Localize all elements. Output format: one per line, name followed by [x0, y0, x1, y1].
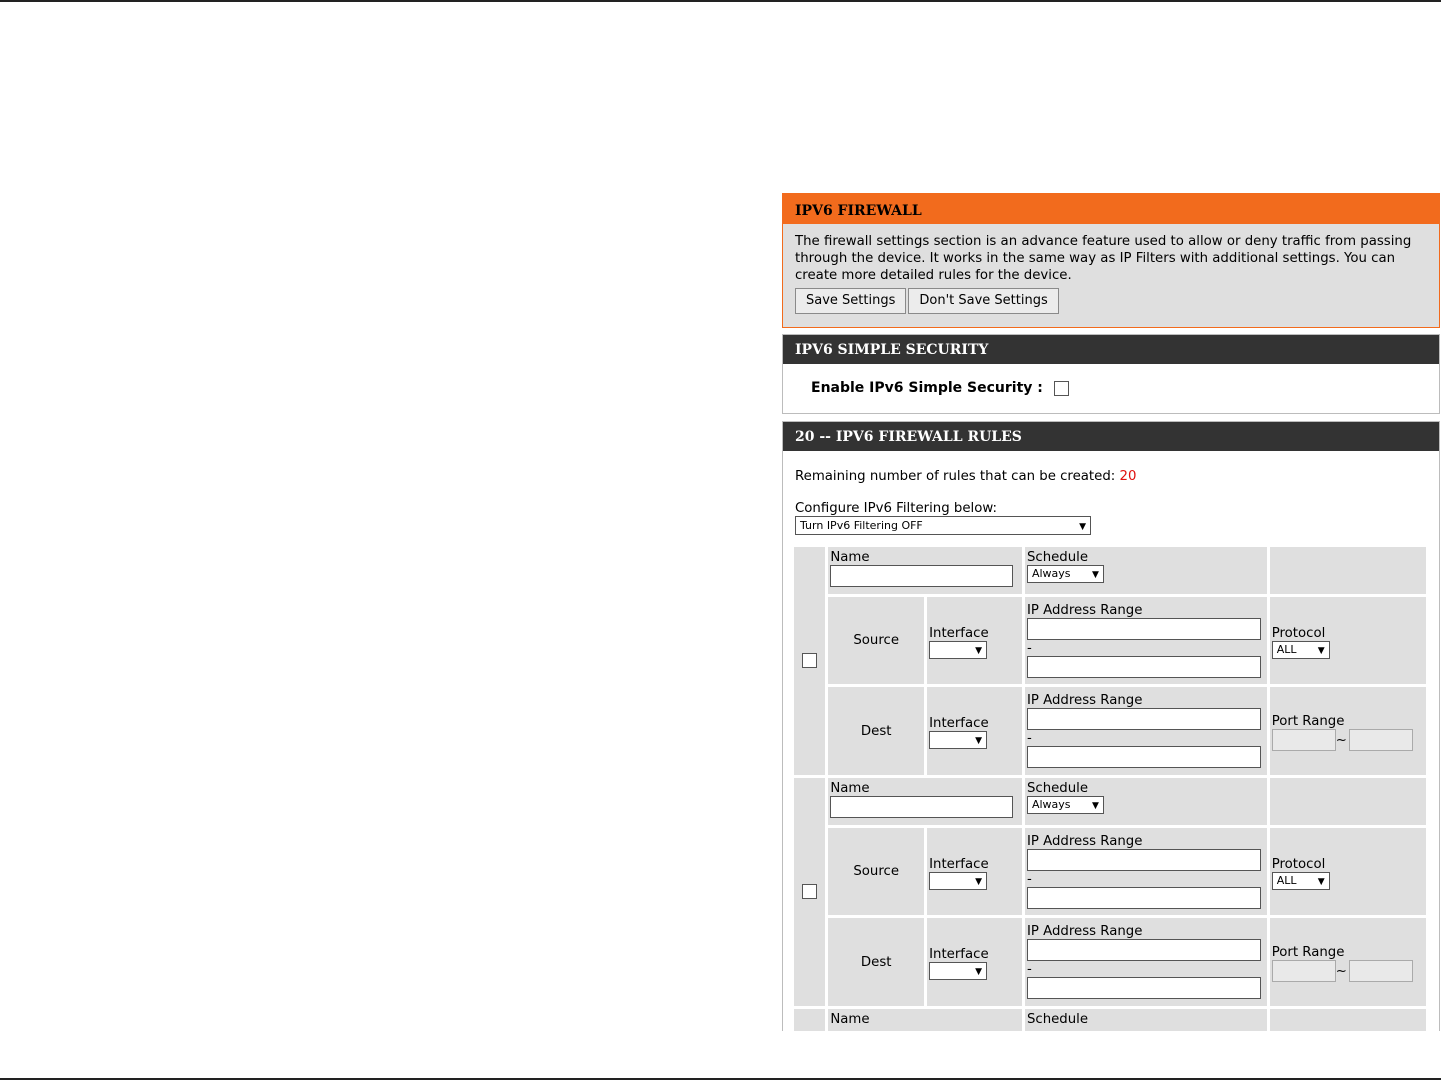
rule-2-source-ip-start-input[interactable]: [1027, 849, 1261, 871]
rule-schedule-label: Schedule: [1026, 1012, 1089, 1027]
rule-1-dest-ip-end-input[interactable]: [1027, 746, 1261, 768]
rule-2-dest-ip-start-input[interactable]: [1027, 939, 1261, 961]
firewall-description: The firewall settings section is an advance feature used to allow or deny traffic from passing through the device. It works in the same way as IP Filters with additional settings. You can create more detailed rules for the device.: [795, 234, 1412, 283]
rule-1-source-ip-start-input[interactable]: [1027, 618, 1261, 640]
interface-label: Interface: [929, 947, 989, 962]
port-range-label: Port Range: [1271, 945, 1345, 960]
rule-row-name: [794, 1009, 1426, 1031]
rule-name-label: Name: [830, 1012, 870, 1027]
enable-simple-security-checkbox[interactable]: [1054, 381, 1069, 396]
rule-1-dest-interface-select[interactable]: [929, 731, 987, 749]
firewall-settings-panel: [782, 193, 1440, 1031]
ip-range-label: IP Address Range: [1026, 833, 1143, 849]
configure-filtering-label: Configure IPv6 Filtering below:: [795, 501, 997, 516]
rule-2-protocol-select[interactable]: [1272, 872, 1330, 890]
filtering-mode-value: Turn IPv6 Filtering OFF: [800, 519, 923, 532]
chevron-down-icon: ▼: [975, 736, 983, 746]
rule-1-schedule-select[interactable]: [1027, 565, 1104, 583]
protocol-value: ALL: [1276, 642, 1297, 656]
interface-label: Interface: [929, 716, 989, 731]
source-label: Source: [828, 597, 924, 684]
ipv6-simple-security-section: [782, 334, 1440, 414]
protocol-value: ALL: [1276, 873, 1297, 887]
chevron-down-icon: ▼: [975, 645, 983, 656]
ipv6-firewall-rules-section: [782, 421, 1440, 1031]
range-dash: -: [1026, 640, 1032, 656]
rule-enable-cell: [794, 547, 825, 775]
chevron-down-icon: ▼: [1079, 522, 1086, 532]
rule-1-port-end-input[interactable]: [1349, 729, 1413, 751]
ipv6-firewall-section: [782, 193, 1440, 328]
dest-label: Dest: [828, 918, 924, 1006]
ip-range-label: IP Address Range: [1026, 924, 1143, 939]
bottom-rule-line: [0, 1078, 1441, 1080]
section-title-firewall-rules: 20 -- IPV6 FIREWALL RULES: [783, 422, 1439, 451]
rule-row-source: [794, 597, 1426, 684]
rule-2-enable-checkbox[interactable]: [802, 884, 817, 899]
chevron-down-icon: ▼: [1092, 801, 1099, 811]
rule-1-name-input[interactable]: [830, 565, 1013, 587]
rule-1-protocol-select[interactable]: [1272, 641, 1330, 659]
remaining-rules-count: 20: [1119, 469, 1137, 484]
rule-2-dest-interface-select[interactable]: [929, 962, 987, 980]
section-title-simple-security: IPV6 SIMPLE SECURITY: [783, 335, 1439, 364]
chevron-down-icon: ▼: [1317, 876, 1325, 887]
filtering-mode-select[interactable]: [795, 516, 1091, 535]
rule-schedule-label: Schedule: [1026, 781, 1089, 796]
rule-2-dest-ip-end-input[interactable]: [1027, 977, 1261, 999]
rule-1-source-interface-select[interactable]: [929, 641, 987, 659]
rule-2-name-input[interactable]: [830, 796, 1013, 818]
rule-name-label: Name: [830, 550, 870, 565]
enable-simple-security-label: Enable IPv6 Simple Security :: [811, 380, 1043, 396]
rule-row-source: [794, 828, 1426, 915]
chevron-down-icon: ▼: [1092, 570, 1099, 580]
rule-2-port-start-input[interactable]: [1272, 960, 1336, 982]
empty-cell: [1270, 778, 1426, 825]
interface-label: Interface: [929, 856, 989, 872]
ip-range-label: IP Address Range: [1026, 602, 1143, 618]
section-title-ipv6-firewall: IPV6 FIREWALL: [783, 194, 1439, 224]
remaining-rules-text: [783, 451, 1439, 484]
dest-label: Dest: [828, 687, 924, 775]
protocol-label: Protocol: [1271, 856, 1326, 872]
empty-cell: [1270, 1009, 1426, 1031]
rule-row-dest: [794, 918, 1426, 1006]
port-range-tilde: ~: [1335, 733, 1347, 748]
rule-1-port-start-input[interactable]: [1272, 729, 1336, 751]
firewall-rules-table: [791, 544, 1429, 1031]
schedule-value: Always: [1031, 567, 1071, 580]
chevron-down-icon: ▼: [1317, 645, 1325, 656]
ip-range-label: IP Address Range: [1026, 693, 1143, 708]
rule-schedule-label: Schedule: [1026, 550, 1089, 565]
interface-label: Interface: [929, 625, 989, 641]
port-range-tilde: ~: [1335, 964, 1347, 979]
source-label: Source: [828, 828, 924, 915]
rule-2-source-interface-select[interactable]: [929, 872, 987, 890]
range-dash: -: [1026, 731, 1032, 746]
remaining-rules-label: Remaining number of rules that can be created:: [795, 469, 1116, 484]
rule-name-label: Name: [830, 781, 870, 796]
rule-1-dest-ip-start-input[interactable]: [1027, 708, 1261, 730]
rule-row-dest: [794, 687, 1426, 775]
save-settings-button[interactable]: Save Settings: [795, 288, 906, 314]
chevron-down-icon: ▼: [975, 967, 983, 977]
rule-row-name: [794, 547, 1426, 594]
empty-cell: [1270, 547, 1426, 594]
port-range-label: Port Range: [1271, 714, 1345, 729]
top-rule-line: [0, 0, 1441, 2]
rule-row-name: [794, 778, 1426, 825]
rule-1-enable-checkbox[interactable]: [802, 653, 817, 668]
chevron-down-icon: ▼: [975, 876, 983, 887]
rule-2-source-ip-end-input[interactable]: [1027, 887, 1261, 909]
rule-2-schedule-select[interactable]: [1027, 796, 1104, 814]
range-dash: -: [1026, 962, 1032, 977]
dont-save-settings-button[interactable]: Don't Save Settings: [908, 288, 1058, 314]
range-dash: -: [1026, 871, 1032, 887]
schedule-value: Always: [1031, 798, 1071, 811]
rule-1-source-ip-end-input[interactable]: [1027, 656, 1261, 678]
rule-2-port-end-input[interactable]: [1349, 960, 1413, 982]
rule-enable-cell: [794, 1009, 825, 1031]
rule-enable-cell: [794, 778, 825, 1006]
protocol-label: Protocol: [1271, 625, 1326, 641]
